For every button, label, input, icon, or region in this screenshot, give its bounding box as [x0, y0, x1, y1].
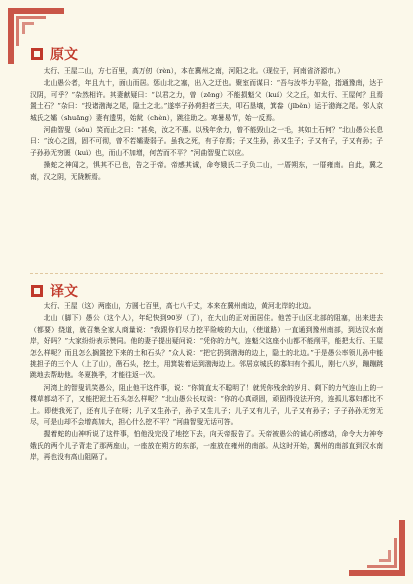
paragraph: 北山愚公者，年且九十，面山而居。惩山北之塞，出入之迂也。聚室而谋曰：“吾与汝毕力平险，指通豫南，达于汉阴，可乎？”杂然相许。其妻献疑曰：“以君之力，曾（zēng）不能损魁父（kuí）父之丘，如太行、王屋何？且焉置土石？”杂曰：“投诸渤海之尾，隐土之北。”遂率子孙荷担者三夫，叩石垦壤，箕畚（jīběn）运于渤海之尾。邻人京城氏之孀（shuāng）妻有遗男，始龀（chèn），跳往助之。寒暑易节，始一反焉。 [30, 79, 383, 122]
paragraph: 操蛇之神闻之，惧其不已也，告之于帝。帝感其诚，命夸娥氏二子负二山，一厝朔东，一厝雍南。自此，冀之南，汉之阴，无陇断焉。 [30, 161, 383, 181]
paragraph: 握着蛇的山神听说了这件事，怕他没完没了地挖下去，向天帝报告了。天帝被愚公的诚心所感动，命令大力神夸娥氏的两个儿子背走了那两座山，一座放在朔方的东部，一座放在雍州的南部。从这时开始，冀州的南部直到汉水南岸，再也没有高山阻隔了。 [30, 430, 383, 462]
corner-ornament-icon [347, 518, 407, 578]
bullet-icon [30, 47, 44, 61]
section-divider [30, 273, 383, 275]
translation-text [30, 301, 383, 465]
section-title-text: 译文 [50, 284, 78, 300]
paragraph: 太行、王屋二山，方七百里，高万仞（rèn），本在冀州之南，河阳之北。（现位于，河南省济源市。） [43, 67, 345, 75]
paragraph: 河湾上的智叟讥笑愚公，阻止他干这件事，说：“你简直太不聪明了！就凭你残余的岁月、剩下的力气连山上的一棵草都动不了，又能把泥土石头怎么样呢？”北山愚公长叹说：“你的心真顽固，顽固得没法开窍，连孤儿寡妇都比不上。即使我死了，还有儿子在呀；儿子又生孙子，孙子又生儿子；儿子又有儿子，儿子又有孙子；子子孙孙无穷无尽，可是山却不会增高加大，担心什么挖不平？”河曲智叟无话可答。 [30, 383, 383, 427]
section-title [30, 44, 78, 64]
paragraph: 北山（脚下）愚公（这个人），年纪快到90岁（了），在大山的正对面居住。他苦于山区北部的阻塞，出来进去（都要）绕道，就召集全家人商量说：“我跟你们尽力挖平险峻的大山，（使道路）一直通到豫州南部，到达汉水南岸，好吗？”大家纷纷表示赞同。他的妻子提出疑问说：“凭你的力气，连魁父这座小山都不能削平，能把太行、王屋怎么样呢？而且怎么搁置挖下来的土和石头？”众人说：“把它扔到渤海的边上，隐土的北边。”于是愚公率领儿孙中能挑担子的三个人（上了山），凿石头，挖土，用箕装着运到渤海边上。邻居京城氏的寡妇有个孤儿，刚七八岁，蹦蹦跳跳地去帮助他。冬夏换季，才能往返一次。 [30, 314, 383, 380]
section-title-text: 原文 [50, 47, 78, 63]
paragraph: 太行、王屋（这）两座山，方圆七百里，高七八千丈，本来在冀州南边，黄河北岸的北边。 [43, 302, 316, 310]
original-text [30, 66, 383, 184]
paragraph: 河曲智叟（sǒu）笑而止之曰：“甚矣，汝之不惠。以残年余力，曾不能毁山之一毛，其如土石何？”北山愚公长息曰：“汝心之固，固不可彻，曾不若孀妻弱子。虽我之死，有子存焉；子又生孙，孙又生子；子又有子，子又有孙；子子孙孙无穷匮（kuì）也，而山不加增，何苦而不平？”河曲智叟亡以应。 [30, 126, 383, 157]
bullet-icon [30, 284, 44, 298]
section-title [30, 281, 78, 301]
